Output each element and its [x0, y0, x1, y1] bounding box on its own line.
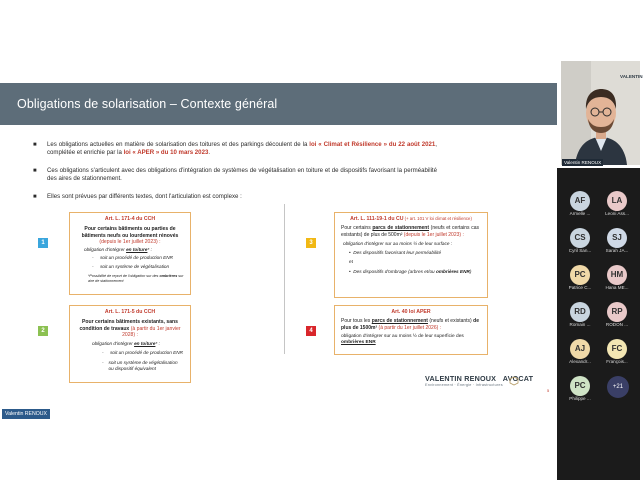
bullet-3	[33, 193, 437, 201]
avatar: RP	[607, 302, 627, 322]
number-badge-2: 2	[38, 326, 48, 336]
article-box-4	[334, 305, 488, 355]
bullet-1-highlight-b: loi « APER » du 10 mars 2023	[123, 149, 209, 157]
article-box-1-item-2: - soit un système de végétalisation	[92, 263, 170, 269]
article-box-2-obligation	[70, 338, 190, 347]
article-box-1-note	[70, 270, 190, 283]
participant-tile[interactable]	[564, 373, 594, 401]
slide-page-number: 5	[547, 388, 550, 393]
article-box-1-obligation-end: * :	[147, 247, 152, 253]
article-box-1-head-text: Pour certains bâtiments ou parties de bâtiments neufs ou lourdement rénovés	[81, 226, 179, 239]
article-box-3-date: (depuis le 1er juillet 2023) :	[402, 231, 464, 238]
article-box-1-date: (depuis le 1er juillet 2023) :	[99, 238, 161, 245]
firm-logo-brand2: AVOCAT	[502, 374, 534, 383]
bullet-1-text-b: , complétée et enrichie par la	[47, 141, 437, 157]
participant-name: Hana ME...	[605, 285, 629, 290]
article-box-2-item-1-text: soit un procédé de production ENR	[110, 350, 184, 356]
participant-name: Armelle ...	[569, 211, 591, 216]
article-box-4-head-c: de plus de 1500m²	[341, 318, 479, 331]
article-box-3-head-b: (neufs et certains cas existants) de plus de 500m²	[341, 225, 479, 238]
firm-logo-icon	[510, 377, 518, 385]
avatar: PC	[570, 376, 590, 396]
number-badge-1: 1	[38, 238, 48, 248]
article-box-2-obligation-underline: en toiture	[134, 341, 156, 347]
article-box-4-head-b: (neufs et existants)	[427, 318, 474, 325]
bullet-dot: ■	[33, 142, 37, 148]
avatar: LA	[607, 191, 627, 211]
participant-name: Alexandr...	[569, 359, 591, 364]
article-box-3-title-line	[335, 216, 487, 222]
article-box-4-obligation-bold: ombrières ENR	[341, 340, 376, 346]
article-box-3-item-1: • Des dispositifs favorisant leur perméabilité	[349, 250, 442, 256]
article-box-1-obligation-underline: en toiture	[126, 247, 148, 253]
article-box-1-note-b: ombrières	[159, 274, 178, 279]
article-box-1-title: Art. L. 171-4 du CCH	[104, 216, 156, 222]
article-box-3-item-2: • Des dispositifs d'ombrage (arbres et/ou ombrières ENR)	[349, 268, 472, 274]
bullet-2	[33, 167, 437, 184]
participant-tile[interactable]	[564, 299, 594, 327]
bullet-3-text: Elles sont prévues par différents textes, dont l'articulation est complexe :	[47, 193, 242, 200]
speaker-background-brand: VALENTIN	[620, 74, 643, 79]
article-box-1-item-1-text: soit un procédé de production ENR	[100, 255, 174, 261]
participant-name: Leoni Ass...	[605, 211, 629, 216]
article-box-1-item-1: - soit un procédé de production ENR	[92, 255, 174, 261]
article-box-4-date: (à partir du 1er juillet 2026) :	[377, 324, 442, 331]
participant-name: Philippe ...	[569, 396, 591, 401]
speaker-name-label: Valentin RENOUX	[564, 160, 602, 165]
bullet-1	[33, 141, 437, 158]
article-box-3-item-1-text: Des dispositifs favorisant leur perméabilité	[353, 250, 442, 256]
avatar: FC	[607, 339, 627, 359]
article-box-3-item-2-c: )	[469, 268, 472, 274]
self-name-label: Valentin RENOUX	[2, 409, 50, 419]
participant-tile[interactable]	[564, 336, 594, 364]
participant-name: François...	[606, 359, 628, 364]
participant-name: Patrice C...	[568, 285, 592, 290]
article-box-2-item-1: - soit un procédé de production ENR	[102, 350, 184, 356]
article-box-2-item-2-text: soit un système de végétalisation ou dispositif équivalent	[108, 359, 178, 372]
participant-tile[interactable]	[601, 336, 631, 364]
article-box-1-obligation	[70, 245, 190, 253]
article-box-1-note-c: sur aire de stationnement	[88, 274, 184, 283]
article-box-2-title: Art. L. 171-5 du CCH	[104, 309, 156, 315]
number-badge-3: 3	[306, 238, 316, 248]
participant-tile[interactable]	[601, 225, 631, 253]
slide-header	[0, 83, 558, 125]
bullet-1-text-c: .	[208, 149, 211, 157]
article-box-3-head-a: Pour certains	[341, 225, 373, 232]
article-box-3-head-underline: parcs de stationnement	[372, 225, 430, 232]
participant-name: Cyril San...	[568, 248, 592, 253]
number-badge-4: 4	[306, 326, 316, 336]
vertical-divider	[284, 204, 285, 354]
shared-slide	[0, 83, 558, 398]
article-box-2-heading	[70, 319, 190, 338]
article-box-4-obligation-text: obligation d'intégrer sur au moins ½ de leur superficie des	[341, 333, 464, 339]
avatar: AF	[570, 191, 590, 211]
article-box-4-obligation	[335, 331, 487, 347]
avatar: PC	[570, 265, 590, 285]
article-box-4-head-underline: parcs de stationnement	[371, 318, 428, 325]
avatar: CS	[570, 228, 590, 248]
avatar: AJ	[570, 339, 590, 359]
avatar: RD	[570, 302, 590, 322]
article-box-4-heading	[335, 315, 487, 331]
participant-tile[interactable]	[564, 225, 594, 253]
more-participants-button[interactable]: +21	[607, 376, 629, 398]
bullet-1-highlight-a: loi « Climat et Résilience » du 22 août 2021	[309, 141, 436, 148]
article-box-2-head-text: Pour certains bâtiments existants, sans condition de travaux	[79, 319, 178, 332]
article-box-1-item-2-text: soit un système de végétalisation	[100, 263, 170, 269]
article-box-3-title: Art. L. 111-19-1 du CU	[350, 216, 404, 222]
slide-title: Obligations de solarisation – Contexte général	[17, 97, 278, 111]
participant-name: RODON ...	[605, 322, 629, 327]
avatar: HM	[607, 265, 627, 285]
article-box-1-heading	[70, 226, 190, 245]
avatar: SJ	[607, 228, 627, 248]
firm-logo-subtitle: Environnement · Énergie · Infrastructures	[425, 383, 503, 387]
article-box-1	[69, 212, 191, 295]
participant-name: Sarah JA...	[605, 248, 629, 253]
article-box-3-item-2-b: ombrières ENR	[435, 268, 470, 274]
article-box-3-title-extra: (+ art. 101 V loi climat et résilience)	[403, 216, 472, 221]
article-box-2-date: (à partir du 1er janvier 2028) :	[122, 325, 181, 338]
article-box-3-heading	[335, 222, 487, 238]
article-box-4-head-a: Pour tous les	[341, 318, 372, 325]
article-box-4-title: Art. 40 loi APER	[391, 309, 431, 315]
participant-tile[interactable]	[601, 299, 631, 327]
article-box-2-obligation-text: obligation d'intégrer	[92, 341, 135, 347]
participant-tile[interactable]	[564, 188, 594, 216]
participant-tile[interactable]	[601, 262, 631, 290]
article-box-3-and: et	[349, 259, 353, 265]
article-box-1-note-a: *Possibilité de report de l'obligation sur des	[88, 274, 160, 279]
article-box-3-obligation: obligation d'intégrer sur au moins ½ de leur surface :	[343, 240, 453, 246]
participant-tile[interactable]	[564, 262, 594, 290]
article-box-1-obligation-text: obligation d'intégrer	[84, 247, 127, 253]
article-box-2-item-2: - soit un système de végétalisation ou dispositif équivalent	[70, 357, 190, 373]
article-box-2	[69, 305, 191, 383]
bullet-dot: ■	[33, 194, 37, 200]
bullet-2-text: Ces obligations s'articulent avec des obligations d'intégration de systèmes de végétalisation en toiture et de dispositifs favorisant la perméabilité des aires de stationnement.	[47, 167, 437, 183]
firm-logo-brand: VALENTIN RENOUX	[425, 374, 497, 383]
participant-tile[interactable]	[601, 188, 631, 216]
article-box-3	[334, 212, 488, 298]
article-box-3-item-2-a: Des dispositifs d'ombrage (arbres et/ou	[353, 268, 436, 274]
bullet-1-text-a: Les obligations actuelles en matière de solarisation des toitures et des parkings découlent de la	[47, 141, 310, 148]
bullet-dot: ■	[33, 168, 37, 174]
article-box-2-obligation-end: * :	[155, 341, 160, 347]
participant-name: Romain ...	[569, 322, 591, 327]
